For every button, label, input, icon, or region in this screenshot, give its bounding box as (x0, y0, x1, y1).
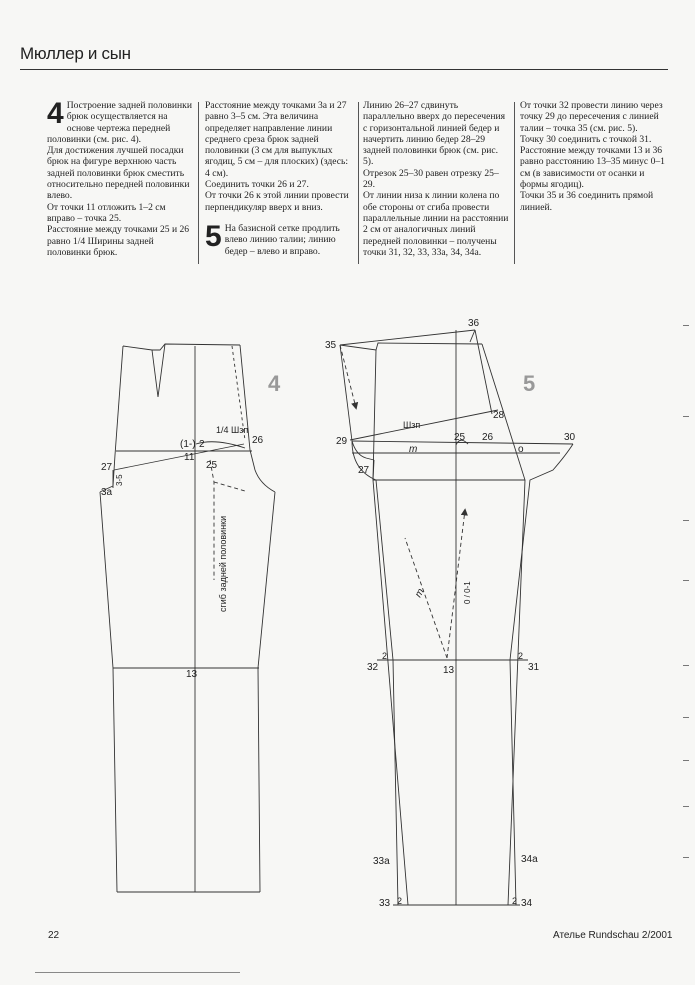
figure-4-labels (101, 371, 281, 680)
section-5-paragraph: Линию 26–27 сдвинуть параллельно вверх до пересечения с горизонтальной линией бедер и начертить линию бедер 28–29 задней половинки брюк (см. рис. 5). (363, 100, 506, 168)
margin-tick (683, 520, 689, 521)
section-4-paragraph: Расстояние между точками 25 и 26 равно 1/4 Ширины задней половинки брюк. (47, 224, 190, 258)
section-5-paragraph: От линии низа к линии колена по обе стороны от сгиба провести параллельные линии на расстоянии 2 см от аналогичных линий передней половинки – получены точки 31, 32, 33, 33а, 34, 34а. (363, 190, 509, 258)
section-5-paragraph: Отрезок 25–30 равен отрезку 25–29. (363, 167, 499, 191)
fig4-label: (1-) (180, 439, 196, 450)
fig5-label: 26 (482, 432, 494, 443)
margin-tick (683, 760, 689, 761)
figure-5-number: 5 (523, 371, 536, 396)
magazine-name: Ателье Rundschau 2/2001 (553, 930, 673, 941)
fig4-label: 13 (186, 669, 198, 680)
section-4-number: 4 (47, 97, 64, 130)
section-4-paragraph: Расстояние между точками 3а и 27 равно 3–5 см. Эта величина определяет направление линии среднего среза брюк задней половинки (3 см для выпуклых ягодиц, 5 см – для плоских) (здесь: 4 см). (205, 100, 349, 179)
section-5-paragraph: На базисной сетке продлить влево линию талии; линию бедер – влево и вправо. (224, 222, 340, 257)
margin-tick (683, 717, 689, 718)
section-4-paragraph: Для достижения лучшей посадки брюк на фигуре верхнюю часть задней половинки брюк сместить относительно передней половинки влево. (47, 145, 190, 202)
figure-5-drawing (340, 330, 573, 905)
fig5-label: m (409, 444, 418, 455)
figure-4-drawing (100, 344, 275, 892)
margin-tick (683, 806, 689, 807)
fig5-label: 2 (382, 651, 388, 661)
fig4-label: 11 (184, 452, 195, 463)
margin-tick (683, 325, 689, 326)
fig5-label: 35 (325, 340, 337, 351)
fig5-label: o (518, 444, 524, 455)
section-4-paragraph: Соединить точки 26 и 27. (205, 179, 309, 191)
fig5-label: 2 (518, 651, 524, 661)
fig5-label: 33 (379, 898, 391, 909)
fig4-label: 27 (101, 462, 113, 473)
fig5-label: 2 (397, 896, 403, 906)
section-4-paragraph: Построение задней половинки брюк осуществляется на основе чертежа передней половинки (см. рис. 4). (47, 100, 192, 145)
section-5-number: 5 (205, 219, 222, 253)
fig5-label: 33а (373, 856, 390, 867)
fig5-label: 30 (564, 432, 576, 443)
fig4-label: 2 (199, 439, 205, 450)
section-5-paragraph: Точки 35 и 36 соединить прямой линией. (520, 190, 654, 213)
fig4-label: 3-5 (115, 474, 124, 486)
section-5-paragraph: Точку 30 соединить с точкой 31. (520, 133, 652, 145)
fig5-label: 27 (358, 465, 370, 476)
fig5-label: 29 (336, 436, 348, 447)
fig5-label: 2 (512, 896, 518, 906)
margin-tick (683, 416, 689, 417)
figure-5-labels (325, 318, 576, 909)
fig5-label: Шзп (403, 420, 421, 430)
fig4-fold-label: сгиб задней половинки (218, 515, 228, 612)
fig5-label: 31 (528, 662, 540, 673)
margin-tick (683, 580, 689, 581)
figure-4-number: 4 (268, 371, 281, 396)
section-5-paragraph: Расстояние между точками 13 и 36 равно расстоянию 13–35 минус 0–1 см (в зависимости от осанки и формы ягодиц). (520, 145, 665, 191)
fig5-label: 28 (493, 410, 505, 421)
fig5-label: 32 (367, 662, 379, 673)
fig5-label: 0 / 0-1 (463, 581, 472, 604)
fig5-label: 34 (521, 898, 533, 909)
fig4-label: 25 (206, 460, 218, 471)
page-number: 22 (48, 930, 60, 941)
margin-tick (683, 857, 689, 858)
fig4-label: 1/4 Шзп (216, 425, 249, 435)
section-4-paragraph: От точки 26 к этой линии провести перпендикуляр вверх и вниз. (205, 190, 349, 213)
fig5-label: 34а (521, 854, 538, 865)
section-4-paragraph: От точки 11 отложить 1–2 см вправо – точка 25. (47, 201, 166, 224)
footer-rule (35, 972, 240, 973)
fig5-label: m (413, 586, 427, 600)
fig5-label: 36 (468, 318, 480, 329)
fig5-label: 25 (454, 432, 466, 443)
fig4-label: 3а (101, 487, 113, 498)
fig5-label: 13 (443, 665, 455, 676)
fig4-label: 26 (252, 435, 264, 446)
page-title: Мюллер и сын (20, 44, 131, 63)
section-5-paragraph: От точки 32 провести линию через точку 29 до пересечения с линией талии – точка 35 (см. рис. 5). (520, 100, 663, 134)
margin-tick (683, 665, 689, 666)
